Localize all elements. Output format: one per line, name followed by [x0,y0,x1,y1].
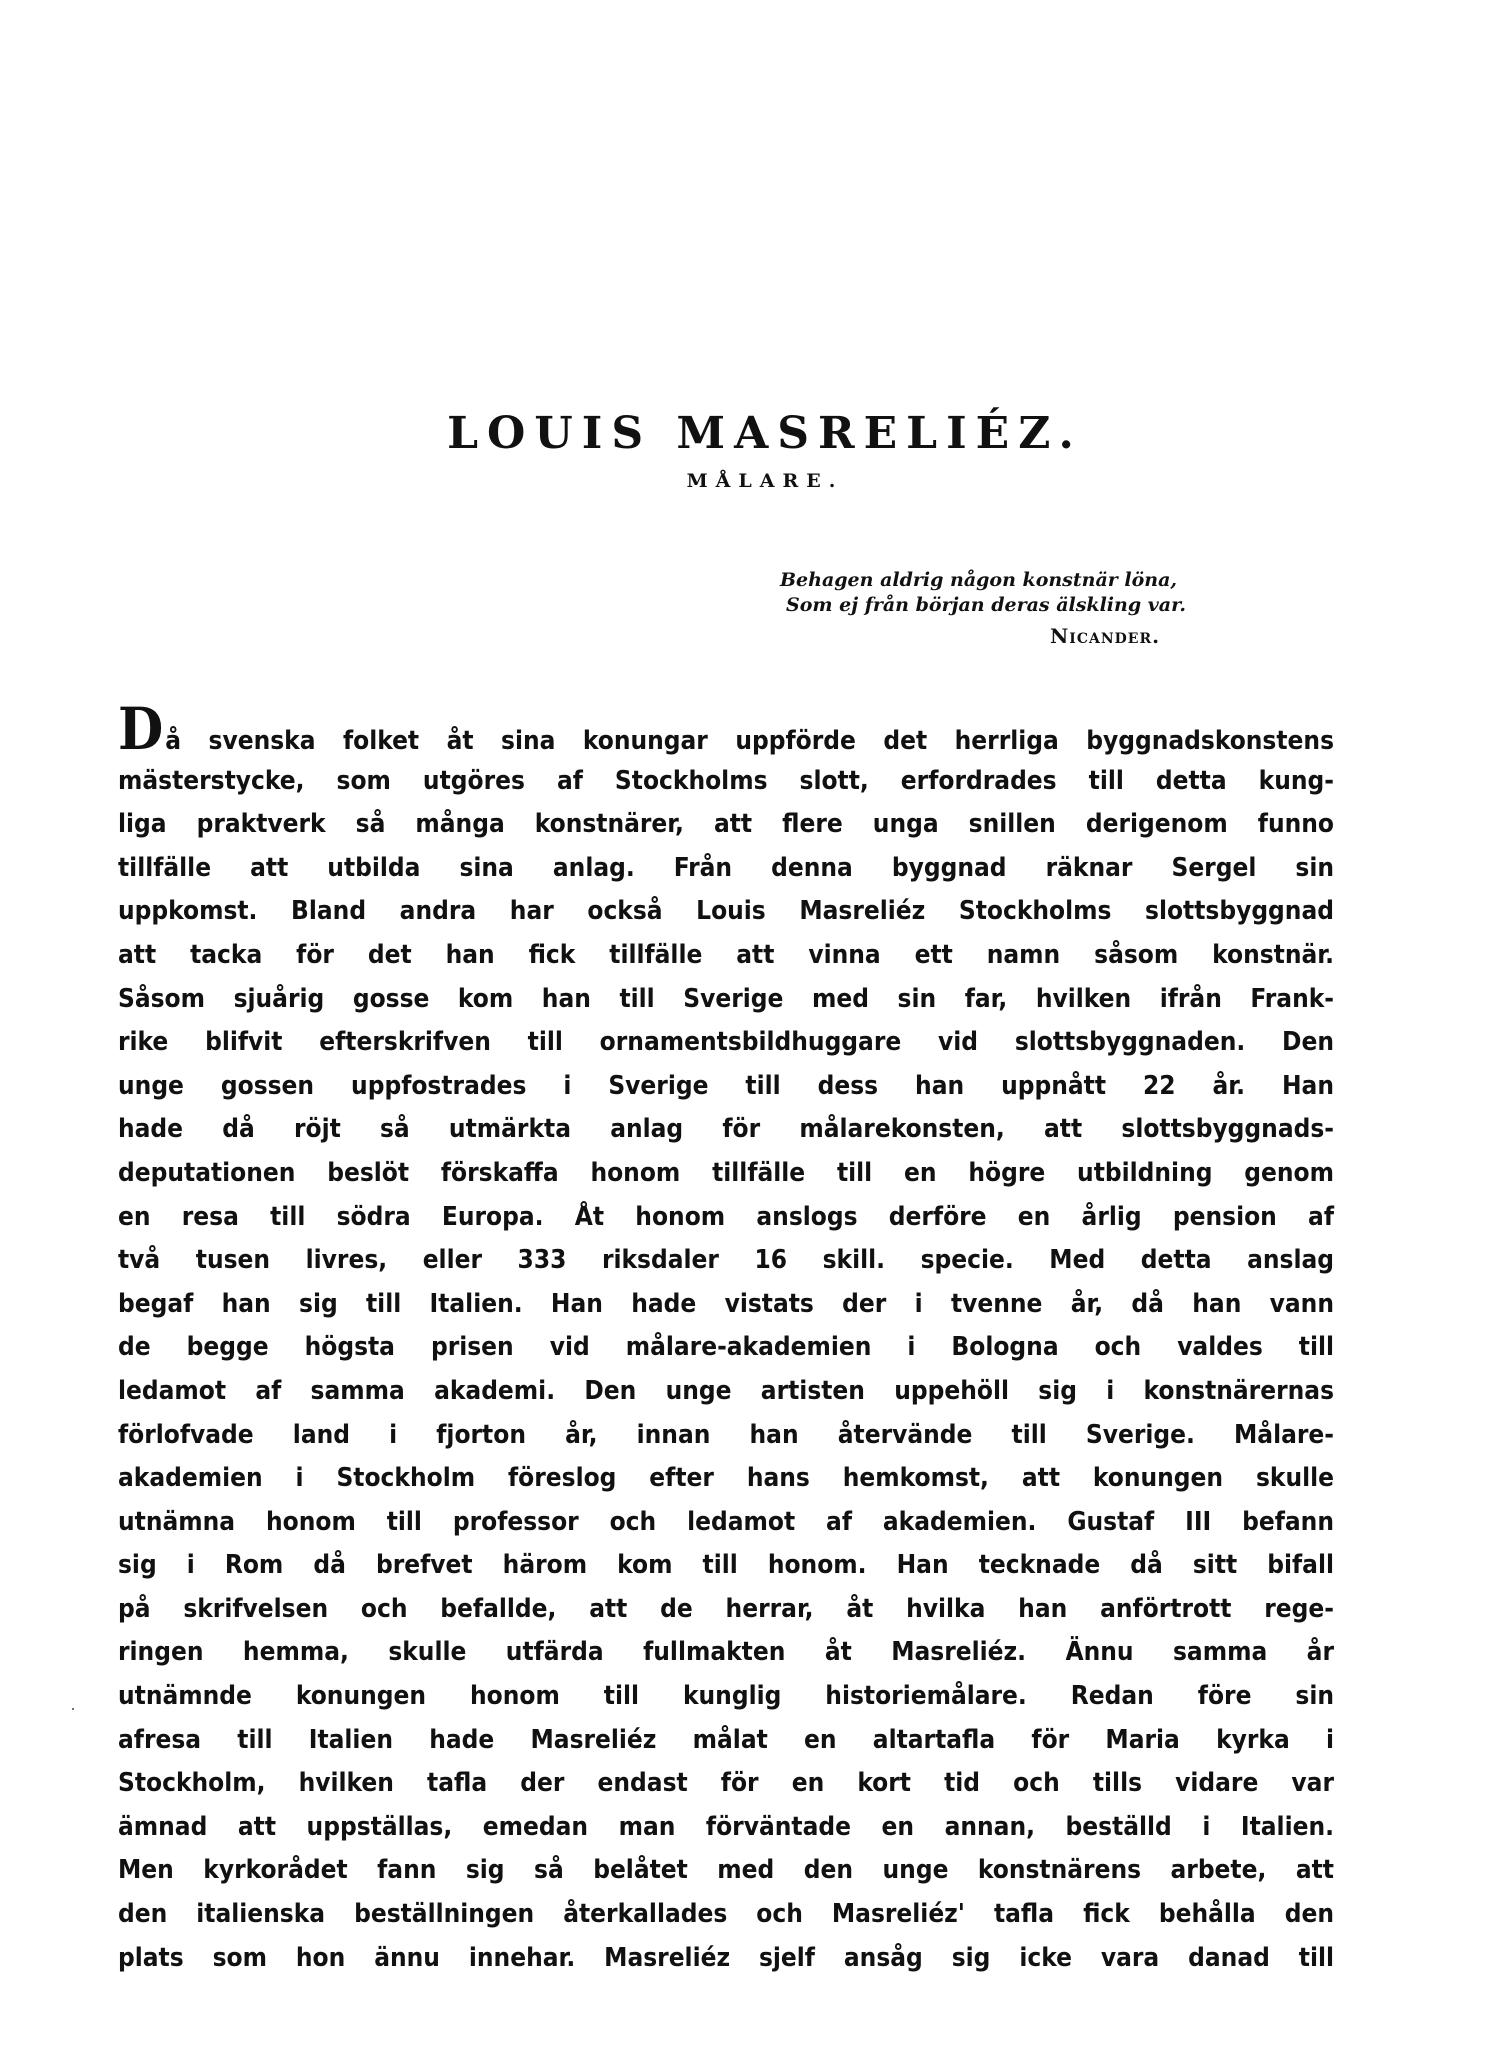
text-line: de begge högsta prisen vid målare-akademien i Bologna och valdes till [118,1332,1334,1363]
drop-cap: D [118,695,164,763]
text-line: rike blifvit efterskrifven till ornamentsbildhuggare vid slottsbyggnaden. Den [118,1027,1334,1058]
text-line: en resa till södra Europa. Åt honom anslogs derföre en årlig pension af [118,1201,1334,1232]
page-title: LOUIS MASRELIÉZ. [447,408,1083,459]
text-line: ämnad att uppställas, emedan man förväntade en annan, beställd i Italien. [118,1811,1334,1842]
text-line: utnämnde konungen honom till kunglig historiemålare. Redan före sin [118,1681,1334,1712]
epigraph [780,568,1280,649]
text-line: två tusen livres, eller 333 riksdaler 16 skill. specie. Med detta anslag [118,1245,1334,1276]
text-line: på skrifvelsen och befallde, att de herrar, åt hvilka han anförtrott rege- [118,1593,1334,1624]
text-line: ledamot af samma akademi. Den unge artisten uppehöll sig i konstnärernas [118,1375,1334,1406]
text-line: unge gossen uppfostrades i Sverige till dess han uppnått 22 år. Han [118,1070,1334,1101]
text-line: liga praktverk så många konstnärer, att flere unga snillen derigenom funno [118,809,1334,840]
text-line [118,695,1334,763]
epigraph-author: Nicander. [1050,624,1161,648]
text-line: förlofvade land i fjorton år, innan han återvände till Sverige. Målare- [118,1419,1334,1450]
print-speck [72,1708,74,1710]
text-line-content: å svenska folket åt sina konungar uppförde det herrliga byggnadskonstens [165,726,1334,756]
text-line: att tacka för det han fick tillfälle att vinna ett namn såsom konstnär. [118,939,1334,970]
text-line: uppkomst. Bland andra har också Louis Masreliéz Stockholms slottsbyggnad [118,896,1334,927]
text-line: sig i Rom då brefvet härom kom till honom. Han tecknade då sitt bifall [118,1550,1334,1581]
text-line: deputationen beslöt förskaffa honom tillfälle till en högre utbildning genom [118,1157,1334,1188]
text-line: utnämna honom till professor och ledamot af akademien. Gustaf III befann [118,1506,1334,1537]
text-line: mästerstycke, som utgöres af Stockholms slott, erfordrades till detta kung- [118,765,1334,796]
text-line: tillfälle att utbilda sina anlag. Från denna byggnad räknar Sergel sin [118,852,1334,883]
text-line: Stockholm, hvilken tafla der endast för en kort tid och tills vidare var [118,1768,1334,1799]
text-line: hade då röjt så utmärkta anlag för målarekonsten, att slottsbyggnads- [118,1114,1334,1145]
text-line: Men kyrkorådet fann sig så belåtet med den unge konstnärens arbete, att [118,1855,1334,1886]
text-line: begaf han sig till Italien. Han hade vistats der i tvenne år, då han vann [118,1288,1334,1319]
page-subtitle: MÅLARE. [686,470,844,492]
text-line: Såsom sjuårig gosse kom han till Sverige med sin far, hvilken ifrån Frank- [118,983,1334,1014]
epigraph-line-2: Som ej från början deras älskling var. [786,594,1186,616]
text-line: afresa till Italien hade Masreliéz målat en altartafla för Maria kyrka i [118,1724,1334,1755]
text-line: den italienska beställningen återkallades och Masreliéz' tafla fick behålla den [118,1899,1334,1930]
text-line: ringen hemma, skulle utfärda fullmakten åt Masreliéz. Ännu samma år [118,1637,1334,1668]
text-line: plats som hon ännu innehar. Masreliéz sjelf ansåg sig icke vara danad till [118,1942,1334,1973]
text-line: akademien i Stockholm föreslog efter hans hemkomst, att konungen skulle [118,1463,1334,1494]
body-text [118,695,1334,1980]
epigraph-line-1: Behagen aldrig någon konstnär löna, [780,569,1178,591]
